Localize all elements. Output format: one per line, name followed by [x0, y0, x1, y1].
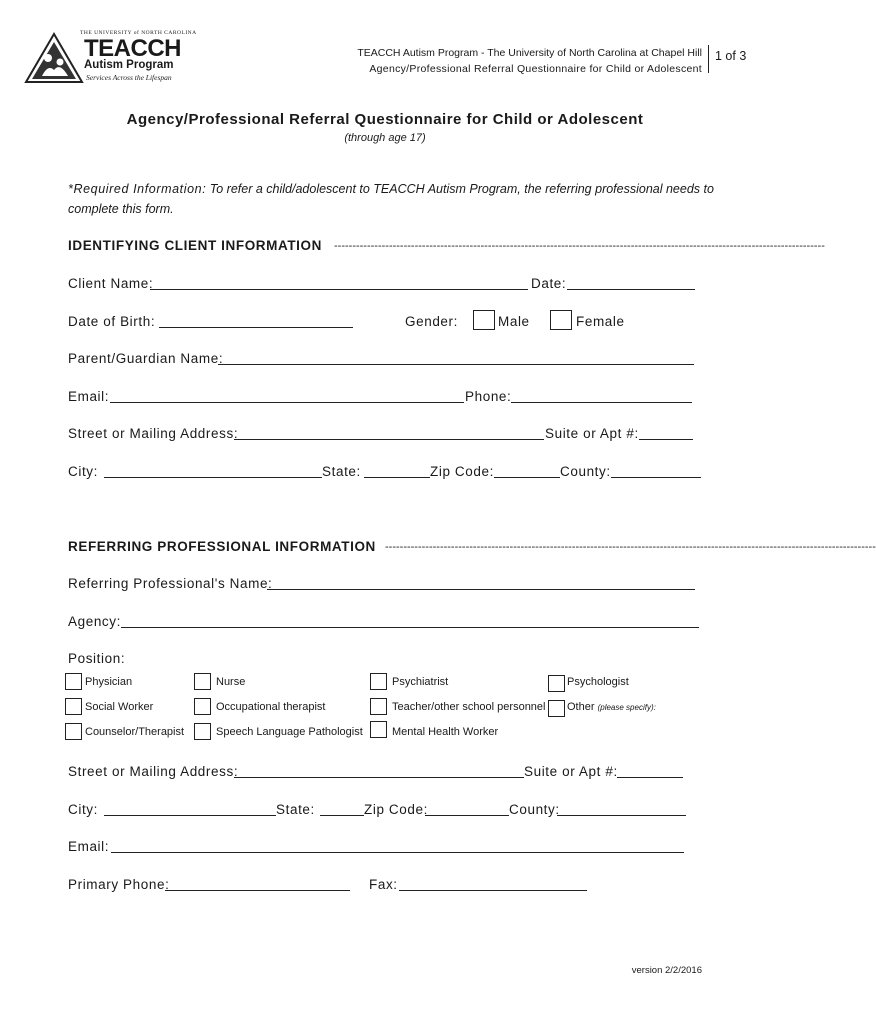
header-divider	[708, 45, 709, 73]
position-psychiatrist-label: Psychiatrist	[392, 676, 449, 688]
position-teacher-label: Teacher/other school personnel	[392, 701, 546, 713]
page-subtitle: (through age 17)	[344, 132, 426, 144]
position-other-label	[567, 701, 656, 713]
logo-tagline: Services Across the Lifespan	[86, 73, 172, 82]
version-label: version 2/2/2016	[631, 965, 702, 976]
client-date-field[interactable]	[567, 289, 695, 290]
professional-county-field[interactable]	[557, 815, 686, 816]
professional-heading: REFERRING PROFESSIONAL INFORMATION	[68, 539, 376, 554]
client-name-label: Client Name:	[68, 276, 154, 291]
client-state-field[interactable]	[364, 477, 430, 478]
position-label: Position:	[68, 651, 126, 666]
client-heading-rule: --------------------------------------------------------------------------------------------------------------------------------------	[334, 240, 825, 252]
professional-email-label: Email:	[68, 839, 110, 854]
client-suite-label: Suite or Apt #:	[545, 426, 639, 441]
position-nurse-checkbox[interactable]	[194, 673, 211, 690]
position-other-text: Other	[567, 701, 595, 713]
client-county-field[interactable]	[611, 477, 701, 478]
professional-zip-field[interactable]	[425, 815, 509, 816]
position-nurse-label: Nurse	[216, 676, 246, 688]
client-dob-label: Date of Birth:	[68, 314, 156, 329]
professional-county-label: County:	[509, 802, 560, 817]
position-psychiatrist-checkbox[interactable]	[370, 673, 387, 690]
gender-male-checkbox[interactable]	[473, 310, 495, 330]
position-mental-health-checkbox[interactable]	[370, 721, 387, 738]
position-occupational-checkbox[interactable]	[194, 698, 211, 715]
header-line1: TEACCH Autism Program - The University of North Carolina at Chapel Hill	[357, 47, 702, 59]
professional-fax-label: Fax:	[369, 877, 398, 892]
position-mental-health-label: Mental Health Worker	[392, 726, 499, 738]
logo-name: TEACCH	[84, 35, 181, 62]
position-other-note: (please specify):	[597, 703, 656, 712]
client-city-field[interactable]	[104, 477, 322, 478]
client-city-label: City:	[68, 464, 98, 479]
client-suite-field[interactable]	[639, 439, 693, 440]
professional-street-label: Street or Mailing Address:	[68, 764, 239, 779]
client-phone-label: Phone:	[465, 389, 512, 404]
agency-field[interactable]	[121, 627, 699, 628]
client-county-label: County:	[560, 464, 611, 479]
professional-phone-label: Primary Phone:	[68, 877, 170, 892]
position-psychologist-checkbox[interactable]	[548, 675, 565, 692]
client-name-field[interactable]	[150, 289, 528, 290]
position-occupational-label: Occupational therapist	[216, 701, 326, 713]
professional-state-label: State:	[276, 802, 315, 817]
professional-heading-rule: --------------------------------------------------------------------------------------------------------------------------------------	[385, 541, 876, 553]
professional-fax-field[interactable]	[399, 890, 587, 891]
professional-email-field[interactable]	[111, 852, 684, 853]
position-social-worker-label: Social Worker	[85, 701, 154, 713]
gender-female-checkbox[interactable]	[550, 310, 572, 330]
logo-university: THE UNIVERSITY of NORTH CAROLINA	[80, 30, 197, 36]
professional-city-label: City:	[68, 802, 98, 817]
professional-suite-field[interactable]	[617, 777, 683, 778]
client-street-label: Street or Mailing Address:	[68, 426, 239, 441]
position-teacher-checkbox[interactable]	[370, 698, 387, 715]
required-text-1: To refer a child/adolescent to TEACCH Autism Program, the referring professional needs to	[209, 182, 714, 196]
page-title: Agency/Professional Referral Questionnaire for Child or Adolescent	[126, 111, 644, 128]
guardian-name-label: Parent/Guardian Name:	[68, 351, 224, 366]
required-text-2: complete this form.	[68, 202, 174, 216]
professional-suite-label: Suite or Apt #:	[524, 764, 618, 779]
position-counselor-checkbox[interactable]	[65, 723, 82, 740]
professional-street-field[interactable]	[234, 777, 524, 778]
professional-name-field[interactable]	[267, 589, 695, 590]
client-heading: IDENTIFYING CLIENT INFORMATION	[68, 238, 322, 253]
agency-label: Agency:	[68, 614, 121, 629]
teacch-logo	[24, 30, 204, 86]
professional-name-label: Referring Professional's Name:	[68, 576, 273, 591]
position-psychologist-label: Psychologist	[567, 676, 629, 688]
position-speech-checkbox[interactable]	[194, 723, 211, 740]
client-zip-field[interactable]	[494, 477, 560, 478]
professional-phone-field[interactable]	[165, 890, 350, 891]
position-social-worker-checkbox[interactable]	[65, 698, 82, 715]
client-state-label: State:	[322, 464, 361, 479]
client-dob-field[interactable]	[159, 327, 353, 328]
position-counselor-label: Counselor/Therapist	[85, 726, 185, 738]
logo-program: Autism Program	[84, 59, 174, 71]
required-info	[68, 182, 714, 196]
position-physician-label: Physician	[85, 676, 133, 688]
client-gender-label: Gender:	[405, 314, 458, 329]
client-street-field[interactable]	[234, 439, 544, 440]
required-label: *Required Information:	[68, 182, 207, 196]
client-phone-field[interactable]	[511, 402, 692, 403]
logo-emblem-icon	[24, 32, 84, 84]
page-number: 1 of 3	[715, 49, 747, 63]
guardian-name-field[interactable]	[218, 364, 694, 365]
client-email-field[interactable]	[110, 402, 464, 403]
position-physician-checkbox[interactable]	[65, 673, 82, 690]
header-line2: Agency/Professional Referral Questionnaire for Child or Adolescent	[369, 63, 702, 75]
professional-zip-label: Zip Code:	[364, 802, 428, 817]
client-zip-label: Zip Code:	[430, 464, 494, 479]
gender-male-label: Male	[498, 314, 530, 329]
professional-city-field[interactable]	[104, 815, 276, 816]
position-other-checkbox[interactable]	[548, 700, 565, 717]
position-speech-label: Speech Language Pathologist	[216, 726, 363, 738]
professional-state-field[interactable]	[320, 815, 364, 816]
client-date-label: Date:	[531, 276, 567, 291]
client-email-label: Email:	[68, 389, 110, 404]
gender-female-label: Female	[576, 314, 625, 329]
